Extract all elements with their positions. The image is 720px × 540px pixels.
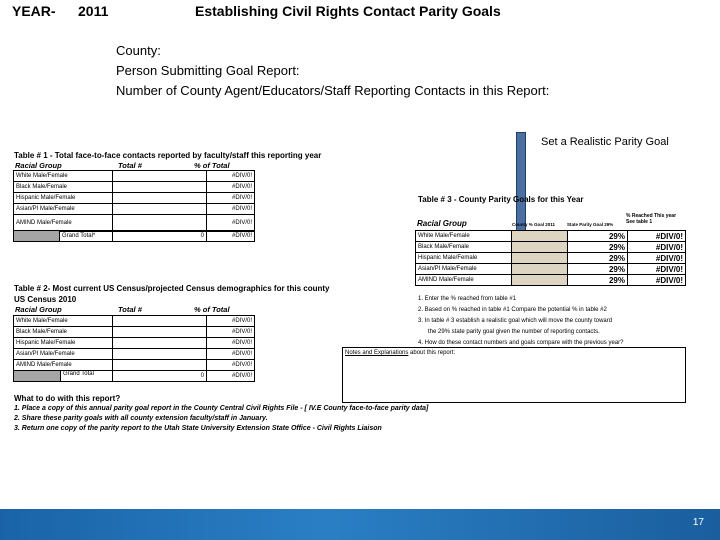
table1-header-pct: % of Total [194, 161, 230, 170]
grand-total-value: 0 [113, 371, 207, 382]
group-cell: Asian/PI Male/Female [14, 204, 113, 215]
table-row [416, 231, 686, 242]
page-number: 17 [692, 517, 704, 528]
what-to-do-list [14, 404, 428, 434]
total-input[interactable] [113, 338, 207, 349]
table1-title: Table # 1 - Total face-to-face contacts reported by faculty/staff this reporting year [14, 151, 322, 160]
total-input[interactable] [113, 316, 207, 327]
grand-total-label: Grand Total* [60, 231, 113, 242]
reached-cell: #DIV/0! [628, 275, 686, 286]
group-cell: Asian/PI Male/Female [14, 349, 113, 360]
what-to-do-title: What to do with this report? [14, 394, 121, 403]
table-row [416, 275, 686, 286]
table2-header-group: Racial Group [15, 305, 62, 314]
year-value: 2011 [78, 3, 109, 19]
group-cell: AMIND Male/Female [416, 275, 512, 286]
table1-total-row [13, 230, 255, 242]
group-cell: Hispanic Male/Female [416, 253, 512, 264]
submitter-field-label: Person Submitting Goal Report: [116, 63, 300, 78]
what-to-do-item: 3. Return one copy of the parity report to the Utah State University Extension State Office - Civil Rights Liaison [14, 425, 382, 432]
group-cell: Asian/PI Male/Female [416, 264, 512, 275]
notes-label [343, 348, 685, 356]
pct-cell: #DIV/0! [207, 327, 255, 338]
total-input[interactable] [113, 171, 207, 182]
group-cell: White Male/Female [14, 171, 113, 182]
table-row [416, 264, 686, 275]
instruction-item: 4. How do these contact numbers and goals compare with the previous year? [418, 340, 624, 346]
notes-label-suffix: about this report: [408, 350, 456, 356]
table-row [416, 242, 686, 253]
table2 [13, 315, 255, 382]
county-goal-input[interactable] [512, 231, 568, 242]
reached-cell: #DIV/0! [628, 242, 686, 253]
callout-arrow [515, 132, 529, 244]
table-row [14, 215, 255, 232]
grand-total-pct: #DIV/0! [207, 231, 255, 242]
footer-bar [0, 509, 720, 540]
table3-header-state: State Parity Goal 29% [567, 222, 614, 227]
notes-label-underlined: Notes and Explanations [345, 350, 409, 356]
county-goal-input[interactable] [512, 264, 568, 275]
grand-total-cell [14, 371, 113, 382]
table1-header-group: Racial Group [15, 161, 62, 170]
total-input[interactable] [113, 349, 207, 360]
gray-cell [14, 231, 60, 242]
county-goal-input[interactable] [512, 242, 568, 253]
staff-count-field-label: Number of County Agent/Educators/Staff Reporting Contacts in this Report: [116, 83, 550, 98]
what-to-do-item: 2. Share these parity goals with all county extension faculty/staff in January. [14, 415, 268, 422]
table-row [14, 360, 255, 371]
table3-header-county: County % Goal 2011 [512, 222, 556, 227]
table-row [14, 231, 255, 242]
pct-cell: #DIV/0! [207, 316, 255, 327]
group-cell: Black Male/Female [14, 327, 113, 338]
table2-title: Table # 2- Most current US Census/projected Census demographics for this county [14, 284, 330, 293]
pct-cell: #DIV/0! [207, 204, 255, 215]
table-row [14, 316, 255, 327]
group-cell: Black Male/Female [416, 242, 512, 253]
pct-cell: #DIV/0! [207, 360, 255, 371]
table1-header-total: Total # [118, 161, 142, 170]
table-row [14, 204, 255, 215]
table3-header-group: Racial Group [417, 219, 467, 228]
pct-cell: #DIV/0! [207, 193, 255, 204]
pct-cell: #DIV/0! [207, 182, 255, 193]
grand-total-pct: #DIV/0! [207, 371, 255, 382]
year-label: YEAR- [12, 3, 56, 19]
reached-cell: #DIV/0! [628, 264, 686, 275]
county-goal-input[interactable] [512, 253, 568, 264]
total-input[interactable] [113, 215, 207, 232]
total-input[interactable] [113, 360, 207, 371]
what-to-do-item: 1. Place a copy of this annual parity goal report in the County Central Civil Rights File - [ IV.E County face-to-face parity data] [14, 405, 429, 412]
group-cell: White Male/Female [416, 231, 512, 242]
pct-cell: #DIV/0! [207, 215, 255, 232]
group-cell: White Male/Female [14, 316, 113, 327]
table-row [14, 349, 255, 360]
instruction-item: 2. Based on % reached in table #1 Compare the potential % in table #2 [418, 307, 607, 313]
grand-total-label: Grand Total [63, 371, 94, 377]
table-row [14, 193, 255, 204]
total-input[interactable] [113, 193, 207, 204]
state-goal-cell: 29% [568, 264, 628, 275]
pct-cell: #DIV/0! [207, 338, 255, 349]
group-cell: AMIND Male/Female [14, 360, 113, 371]
total-input[interactable] [113, 182, 207, 193]
instructions-list [418, 294, 623, 349]
table3 [415, 230, 686, 286]
table-row [14, 182, 255, 193]
reached-cell: #DIV/0! [628, 253, 686, 264]
table-row [14, 371, 255, 382]
pct-cell: #DIV/0! [207, 349, 255, 360]
table2-subtitle: US Census 2010 [14, 295, 77, 304]
instruction-item: 3. In table # 3 establish a realistic goal which will move the county toward [418, 318, 613, 324]
table3-title: Table # 3 - County Parity Goals for this Year [418, 195, 584, 204]
pct-cell: #DIV/0! [207, 171, 255, 182]
group-cell: Hispanic Male/Female [14, 193, 113, 204]
notes-box[interactable] [342, 347, 686, 403]
total-input[interactable] [113, 327, 207, 338]
table3-header-reached: % Reached This year See table 1 [626, 213, 677, 225]
table-row [14, 338, 255, 349]
instruction-item: 1. Enter the % reached from table #1 [418, 296, 517, 302]
page-title: Establishing Civil Rights Contact Parity Goals [195, 3, 501, 19]
gray-cell [14, 371, 61, 381]
total-input[interactable] [113, 204, 207, 215]
table2-header-total: Total # [118, 305, 142, 314]
state-goal-cell: 29% [568, 231, 628, 242]
county-field-label: County: [116, 43, 161, 58]
group-cell: Black Male/Female [14, 182, 113, 193]
county-goal-input[interactable] [512, 275, 568, 286]
table1 [13, 170, 255, 232]
reached-cell: #DIV/0! [628, 231, 686, 242]
table-row [14, 327, 255, 338]
state-goal-cell: 29% [568, 253, 628, 264]
table-row [14, 171, 255, 182]
state-goal-cell: 29% [568, 242, 628, 253]
instruction-item: the 29% state parity goal given the number of reporting contacts. [428, 329, 600, 335]
callout-text: Set a Realistic Parity Goal [541, 136, 669, 148]
table2-header-pct: % of Total [194, 305, 230, 314]
group-cell: AMIND Male/Female [14, 215, 113, 232]
group-cell: Hispanic Male/Female [14, 338, 113, 349]
grand-total-value: 0 [113, 231, 207, 242]
state-goal-cell: 29% [568, 275, 628, 286]
table-row [416, 253, 686, 264]
